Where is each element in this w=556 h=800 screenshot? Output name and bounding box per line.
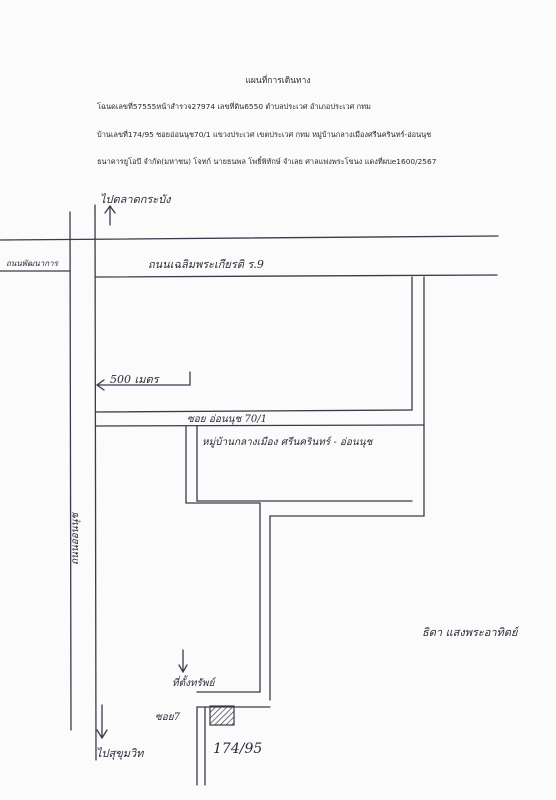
target-plot-icon xyxy=(210,706,234,725)
vertical-road-label: ถนนอ่อนนุช xyxy=(70,512,81,565)
case-info-line: ธนาคารยูโอบี จำกัด(มหาชน) โจทก์ นายธนพล โพธิ์พิทักษ์ จำเลย ศาลแพ่งพระโขนง แดงที่ผบe1600/2567 xyxy=(97,157,437,166)
main-road-label: ถนนเฉลิมพระเกียรติ ร.9 xyxy=(148,258,264,271)
signature: ธิดา แสงพระอาทิตย์ xyxy=(422,626,518,639)
to-sukhumvit-label: ไปสุขุมวิท xyxy=(96,747,144,760)
soi7-label: ซอย7 xyxy=(155,712,181,723)
address-line: บ้านเลขที่174/95 ซอยอ่อนนุช70/1 แขวงประเวศ เขตประเวศ กทม หมู่บ้านกลางเมืองศรีนครินทร์-อ่อนนุช xyxy=(97,130,432,139)
village-label: หมู่บ้านกลางเมือง ศรีนครินทร์ - อ่อนนุช xyxy=(202,437,373,448)
left-road-label: ถนนพัฒนาการ xyxy=(6,259,58,268)
south-arrow-icon xyxy=(97,705,107,738)
soi-main-label: ซอย อ่อนนุช 70/1 xyxy=(187,414,267,425)
target-arrow-icon xyxy=(179,650,187,672)
house-number-label: 174/95 xyxy=(213,741,263,757)
target-label: ที่ตั้งทรัพย์ xyxy=(172,678,215,689)
north-arrow-icon xyxy=(105,206,115,225)
main-road-bottom-edge xyxy=(96,275,497,277)
document-title: แผนที่การเดินทาง xyxy=(245,76,311,86)
distance-label: 500 เมตร xyxy=(110,373,159,386)
vertical-road-left-edge xyxy=(70,212,71,730)
vertical-road-right-edge xyxy=(95,205,96,760)
main-road-top-edge xyxy=(0,236,498,240)
soi-top-edge xyxy=(96,410,412,412)
deed-info-line: โฉนดเลขที่57555หน้าสำรวจ27974 เลขที่ดิน6550 ตำบลประเวศ อำเภอประเวศ กทม xyxy=(97,102,371,111)
soi-bottom-edge xyxy=(96,425,424,426)
to-market-label: ไปตลาดกระบัง xyxy=(100,193,171,206)
